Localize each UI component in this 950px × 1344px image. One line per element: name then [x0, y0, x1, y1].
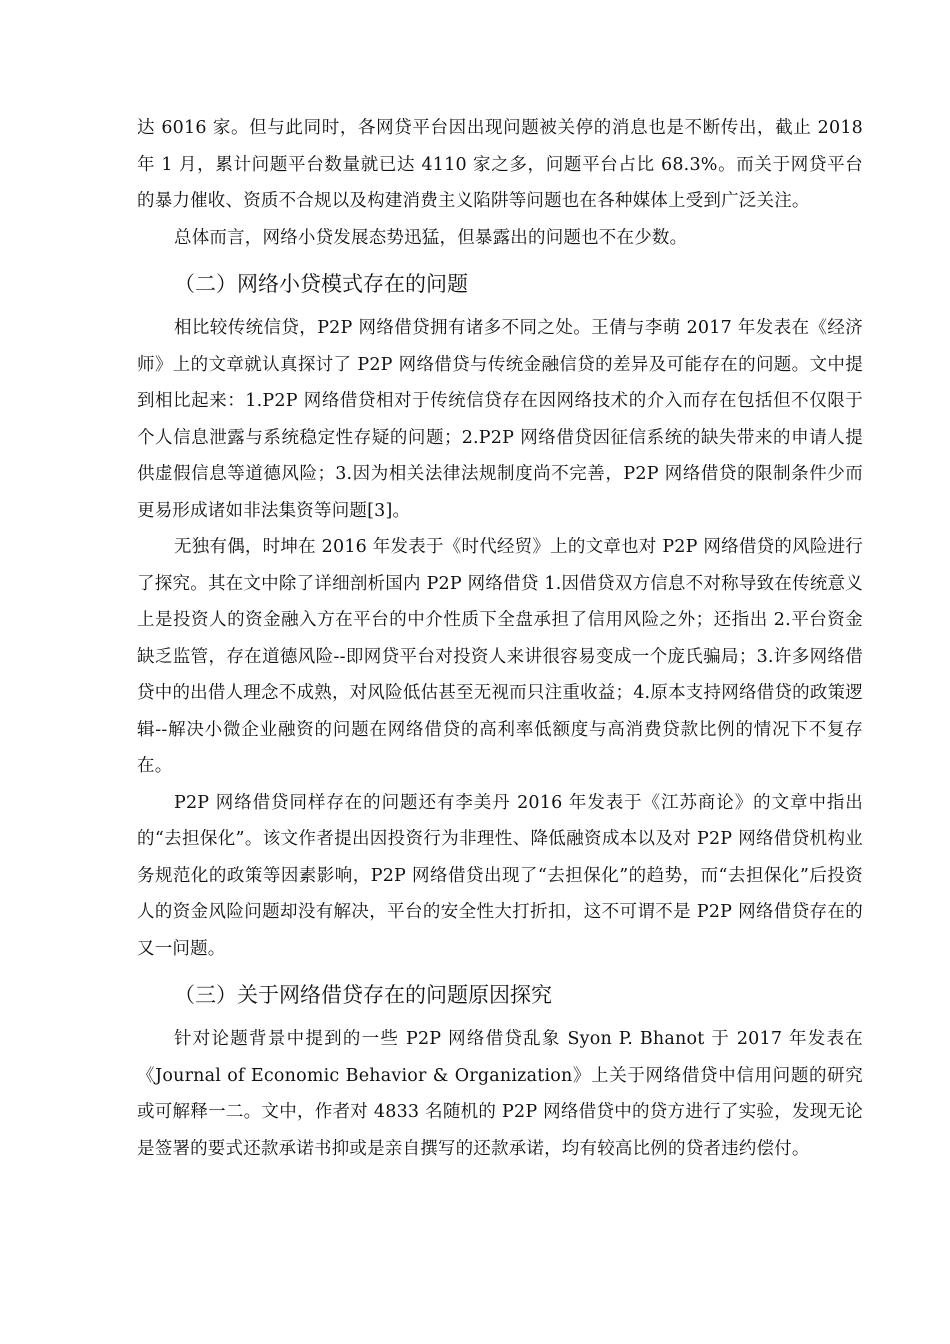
paragraph-summary: 总体而言，网络小贷发展态势迅猛，但暴露出的问题也不在少数。 — [174, 227, 688, 248]
paragraph-bhanot: 针对论题背景中提到的一些 P2P 网络借贷乱象 Syon P. Bhanot 于 2017 年发表在《Journal of Economic Behavior & Organization》上关于网络借贷中信用问题的研究或可解释一二。文中，作者对 4833 名随机的 P2P 网络借贷中的贷方进行了实验，发现无论是签署的要式还款承诺书抑或是亲自撰写的还款承诺，均有较高比例的贷者违约偿付。 — [137, 1029, 863, 1159]
paragraph-li-meidan: P2P 网络借贷同样存在的问题还有李美丹 2016 年发表于《江苏商论》的文章中指出的“去担保化”。该文作者提出因投资行为非理性、降低融资成本以及对 P2P 网络借贷机构业务规范化的政策等因素影响，P2P 网络借贷出现了“去担保化”的趋势，而“去担保化”后投资人的资金风险问题却没有解决，平台的安全性大打折扣，这不可谓不是 P2P 网络借贷存在的又一问题。 — [137, 792, 863, 959]
paragraph-shi-kun: 无独有偶，时坤在 2016 年发表于《时代经贸》上的文章也对 P2P 网络借贷的风险进行了探究。其在文中除了详细剖析国内 P2P 网络借贷 1.因借贷双方信息不对称导致在传统意义上是投资人的资金融入方在平台的中介性质下全盘承担了信用风险之外；还指出 2.平台资金缺乏监管，存在道德风险--即网贷平台对投资人来讲很容易变成一个庞氏骗局；3.许多网络借贷中的出借人理念不成熟，对风险低估甚至无视而只注重收益；4.原本支持网络借贷的政策逻辑--解决小微企业融资的问题在网络借贷的高利率低额度与高消费贷款比例的情况下不复存在。 — [137, 537, 863, 776]
section-heading-3: （三）关于网络借贷存在的问题原因探究 — [174, 983, 552, 1007]
paragraph-wang-li: 相比较传统信贷，P2P 网络借贷拥有诸多不同之处。王倩与李萌 2017 年发表在《经济师》上的文章就认真探讨了 P2P 网络借贷与传统金融信贷的差异及可能存在的问题。文中提到相比起来：1.P2P 网络借贷相对于传统信贷存在因网络技术的介入而存在包括但不仅限于个人信息泄露与系统稳定性存疑的问题；2.P2P 网络借贷因征信系统的缺失带来的申请人提供虚假信息等道德风险；3.因为相关法律法规制度尚不完善，P2P 网络借贷的限制条件少而更易形成诸如非法集资等问题[3]。 — [137, 318, 863, 521]
document-page — [137, 110, 863, 1167]
section-heading-2: （二）网络小贷模式存在的问题 — [174, 272, 468, 296]
paragraph-p2p-statistics: 达 6016 家。但与此同时，各网贷平台因出现问题被关停的消息也是不断传出，截止 2018 年 1 月，累计问题平台数量就已达 4110 家之多，问题平台占比 68.3%。而关于网贷平台的暴力催收、资质不合规以及构建消费主义陷阱等问题也在各种媒体上受到广泛关注。 — [137, 118, 863, 211]
